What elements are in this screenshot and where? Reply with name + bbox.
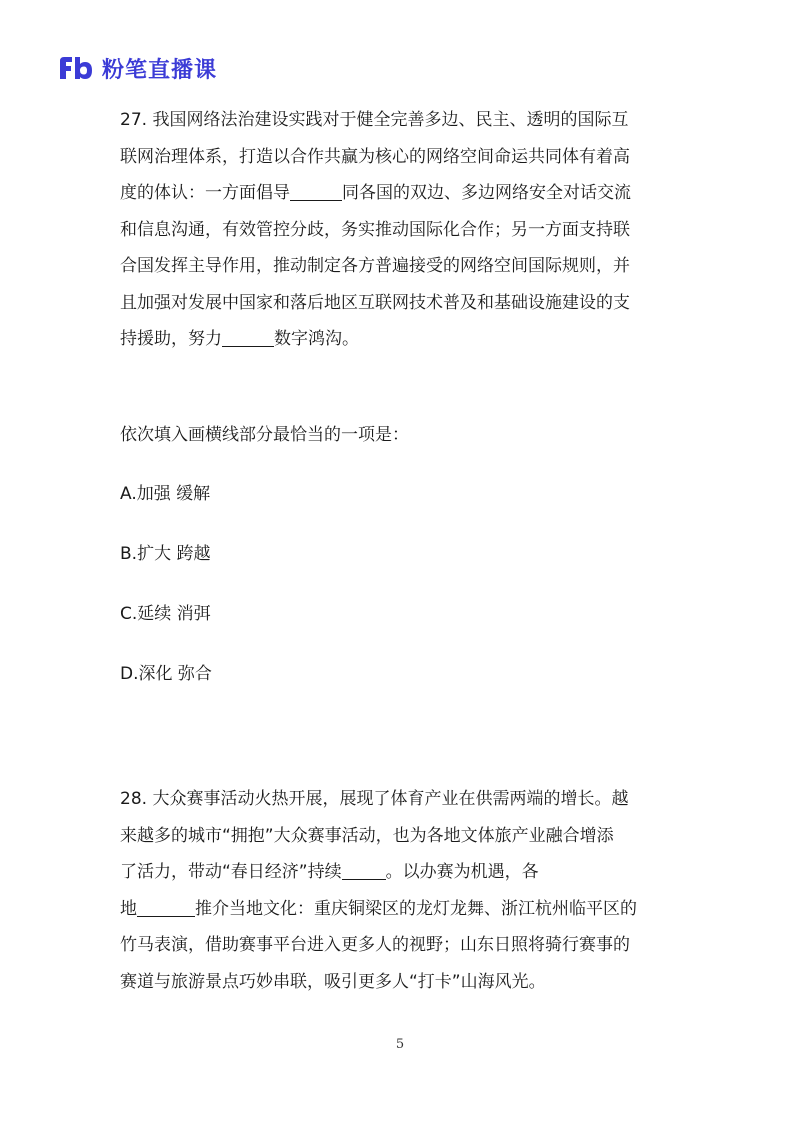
question-prompt: 依次填入画横线部分最恰当的一项是： <box>120 425 409 445</box>
fenbi-fb-logo-icon <box>58 55 94 81</box>
option-c[interactable]: C.延续 消弭 <box>120 604 211 624</box>
q28-line-5: 竹马表演，借助赛事平台进入更多人的视野；山东日照将骑行赛事的 <box>120 935 630 955</box>
fill-blank-3 <box>342 859 386 880</box>
q27-line-5: 合国发挥主导作用，推动制定各方普遍接受的网络空间国际规则，并 <box>120 256 630 276</box>
question-27 <box>120 102 680 358</box>
q27-line-3a: 度的体认：一方面倡导 <box>120 183 290 203</box>
q28-line-1: 28. 大众赛事活动火热开展，展现了体育产业在供需两端的增长。越 <box>120 789 629 809</box>
q28-line-4a: 地 <box>120 898 137 919</box>
q27-line-7a: 持援助，努力 <box>120 329 222 349</box>
q28-line-4b: 推介当地文化：重庆铜梁区的龙灯龙舞、浙江杭州临平区的 <box>195 898 637 919</box>
q27-line-7 <box>120 321 680 358</box>
brand-name: 粉笔直播课 <box>102 57 218 83</box>
q28-line-3 <box>120 854 680 891</box>
q28-line-3b: 。以办赛为机遇，各 <box>385 862 539 882</box>
option-a[interactable]: A.加强 缓解 <box>120 484 211 504</box>
q28-line-4 <box>120 891 680 928</box>
fill-blank-4 <box>137 896 195 917</box>
header <box>58 52 217 84</box>
q27-line-3b: 同各国的双边、多边网络安全对话交流 <box>342 183 631 203</box>
option-b[interactable]: B.扩大 跨越 <box>120 544 211 564</box>
q28-line-3a: 了活力，带动“春日经济”持续 <box>120 862 342 882</box>
q27-line-4: 和信息沟通，有效管控分歧，务实推动国际化合作；另一方面支持联 <box>120 219 630 240</box>
question-28 <box>120 781 680 1000</box>
q27-line-7b: 数字鸿沟。 <box>274 329 359 349</box>
fill-blank-2 <box>222 326 274 347</box>
page-number: 5 <box>395 1037 405 1052</box>
q27-line-2: 联网治理体系，打造以合作共赢为核心的网络空间命运共同体有着高 <box>120 146 630 167</box>
fill-blank-1 <box>290 180 342 201</box>
q27-line-3 <box>120 175 680 212</box>
q28-line-2: 来越多的城市“拥抱”大众赛事活动，也为各地文体旅产业融合增添 <box>120 825 614 846</box>
q27-line-1: 27. 我国网络法治建设实践对于健全完善多边、民主、透明的国际互 <box>120 110 629 130</box>
q27-line-6: 且加强对发展中国家和落后地区互联网技术普及和基础设施建设的支 <box>120 292 630 313</box>
q28-line-6: 赛道与旅游景点巧妙串联，吸引更多人“打卡”山海风光。 <box>120 971 546 992</box>
option-d[interactable]: D.深化 弥合 <box>120 664 212 684</box>
